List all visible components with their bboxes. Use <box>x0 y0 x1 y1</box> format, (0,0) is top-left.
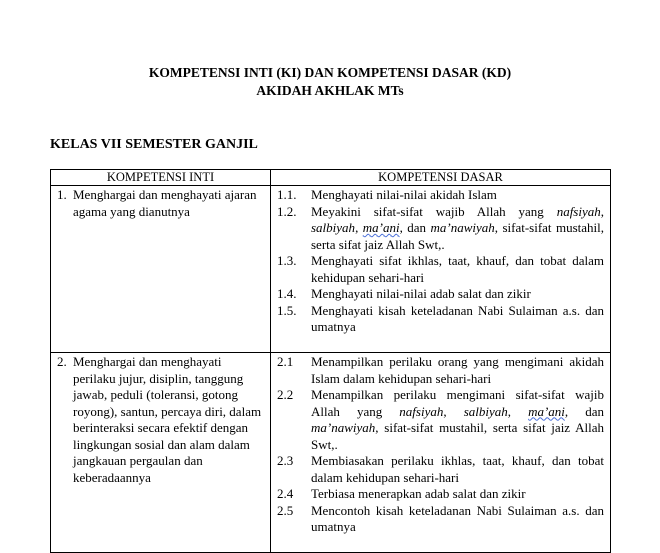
competency-table <box>50 169 611 553</box>
kd-text: Menghayati nilai-nilai adab salat dan zikir <box>311 286 531 301</box>
kd-text: Menampilkan perilaku orang yang mengimani akidah Islam dalam kehidupan sehari-hari <box>311 354 604 386</box>
section-heading: KELAS VII SEMESTER GANJIL <box>50 137 258 152</box>
kd-number: 1.2. <box>277 203 297 219</box>
table-row <box>51 353 611 553</box>
kd-text: Mencontoh kisah keteladanan Nabi Sulaiman a.s. dan umatnya <box>311 502 604 534</box>
kd-number: 1.5. <box>277 302 297 318</box>
kd-item <box>277 187 604 204</box>
kd-text: Menampilkan perilaku mengimani sifat-sifat wajib Allah yang nafsiyah, salbiyah, ma’ani, dan ma’nawiyah, sifat-sifat mustahil, serta sifat jaiz Allah Swt,. <box>311 387 605 452</box>
kd-text: Menghayati sifat ikhlas, taat, khauf, dan tobat dalam kehidupan sehari-hari <box>311 253 604 285</box>
kd-item <box>277 204 604 254</box>
kd-number: 1.4. <box>277 286 297 301</box>
table-row <box>51 186 611 353</box>
kd-item <box>277 486 604 503</box>
ki-text: Menghargai dan menghayati ajaran agama yang dianutnya <box>73 187 257 219</box>
ki-text: Menghargai dan menghayati perilaku jujur, disiplin, tanggung jawab, peduli (toleransi, gotong royong), santun, percaya diri, dalam berinteraksi secara efektif dengan lingkungan sosial dan alam dalam jangkauan pergaulan dan keberadaannya <box>73 354 262 485</box>
kd-item <box>277 387 604 453</box>
document-subtitle: AKIDAH AKHLAK MTs <box>256 83 404 98</box>
ki-cell <box>51 353 271 553</box>
kd-item <box>277 453 604 486</box>
kd-text: Menghayati nilai-nilai akidah Islam <box>311 187 497 202</box>
kd-item <box>277 303 604 336</box>
kd-text: Menghayati kisah keteladanan Nabi Sulaiman a.s. dan umatnya <box>311 302 604 334</box>
kd-item <box>277 253 604 286</box>
header-kompetensi-inti: KOMPETENSI INTI <box>51 170 271 186</box>
kd-text: Meyakini sifat-sifat wajib Allah yang nafsiyah, salbiyah, ma’ani, dan ma’nawiyah, sifat-sifat mustahil, serta sifat jaiz Allah Swt,. <box>311 203 604 252</box>
ki-cell <box>51 186 271 353</box>
kd-cell <box>271 353 611 553</box>
document-title: KOMPETENSI INTI (KI) DAN KOMPETENSI DASAR (KD) <box>148 65 512 80</box>
kd-number: 2.2 <box>277 387 294 402</box>
kd-number: 1.3. <box>277 253 297 268</box>
kd-number: 1.1. <box>277 187 297 202</box>
kd-text: Membiasakan perilaku ikhlas, taat, khauf, dan tobat dalam kehidupan sehari-hari <box>311 453 604 485</box>
kd-cell <box>271 186 611 353</box>
kd-text: Terbiasa menerapkan adab salat dan zikir <box>311 486 526 501</box>
kd-item <box>277 286 604 303</box>
kd-number: 2.4 <box>277 486 294 501</box>
header-kompetensi-dasar: KOMPETENSI DASAR <box>271 170 611 186</box>
kd-number: 2.1 <box>277 354 294 369</box>
table-header-row <box>51 170 611 186</box>
ki-number: 2. <box>57 354 67 369</box>
kd-item <box>277 503 604 536</box>
kd-number: 2.5 <box>277 502 294 518</box>
ki-number: 1. <box>57 187 67 202</box>
kd-number: 2.3 <box>277 453 294 468</box>
kd-item <box>277 354 604 387</box>
